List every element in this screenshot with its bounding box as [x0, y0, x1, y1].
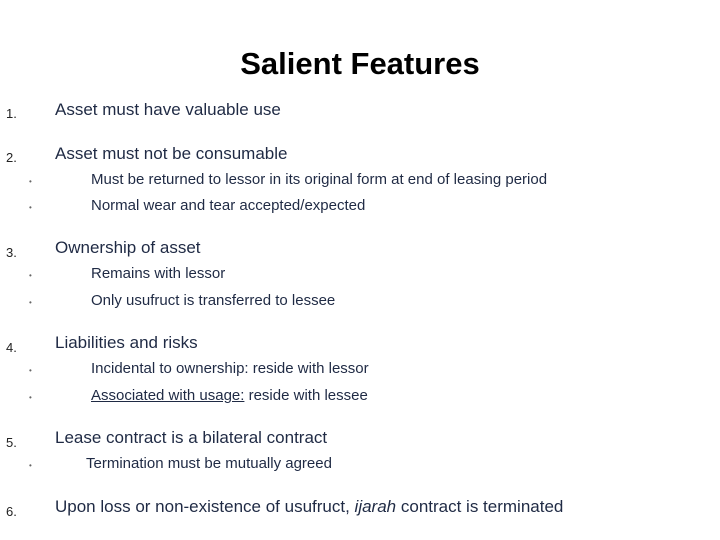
sub-item: Normal wear and tear accepted/expected: [91, 197, 366, 214]
item-number: 5.: [6, 435, 17, 450]
item-heading: Asset must not be consumable: [55, 144, 288, 163]
underlined-phrase: Associated with usage:: [91, 387, 245, 404]
item-heading: Lease contract is a bilateral contract: [55, 428, 328, 447]
item-heading: Liabilities and risks: [55, 333, 198, 352]
item-heading: Asset must have valuable use: [55, 100, 281, 119]
sub-item: Incidental to ownership: reside with lessor: [91, 360, 369, 377]
bullet-icon: •: [29, 177, 32, 186]
sub-item: [91, 387, 368, 404]
item-number: 6.: [6, 504, 17, 519]
bullet-icon: •: [29, 298, 32, 307]
slide-title: Salient Features: [240, 46, 480, 81]
bullet-icon: •: [29, 461, 32, 470]
italic-term: ijarah: [354, 497, 397, 516]
sub-item: Termination must be mutually agreed: [86, 455, 332, 472]
item-number: 4.: [6, 340, 17, 355]
item-text-part: contract is terminated: [396, 497, 564, 516]
sub-item-rest: reside with lessee: [244, 387, 368, 404]
item-heading: [55, 497, 563, 517]
item-number: 1.: [6, 106, 17, 121]
sub-item: Must be returned to lessor in its original form at end of leasing period: [91, 171, 548, 188]
sub-item: Only usufruct is transferred to lessee: [91, 292, 336, 309]
item-number: 3.: [6, 245, 17, 260]
bullet-icon: •: [29, 393, 32, 402]
item-heading: Ownership of asset: [55, 238, 201, 257]
item-number: 2.: [6, 150, 17, 165]
bullet-icon: •: [29, 203, 32, 212]
bullet-icon: •: [29, 271, 32, 280]
bullet-icon: •: [29, 366, 32, 375]
item-text-part: Upon loss or non-existence of usufruct,: [55, 497, 355, 516]
sub-item: Remains with lessor: [91, 265, 226, 282]
